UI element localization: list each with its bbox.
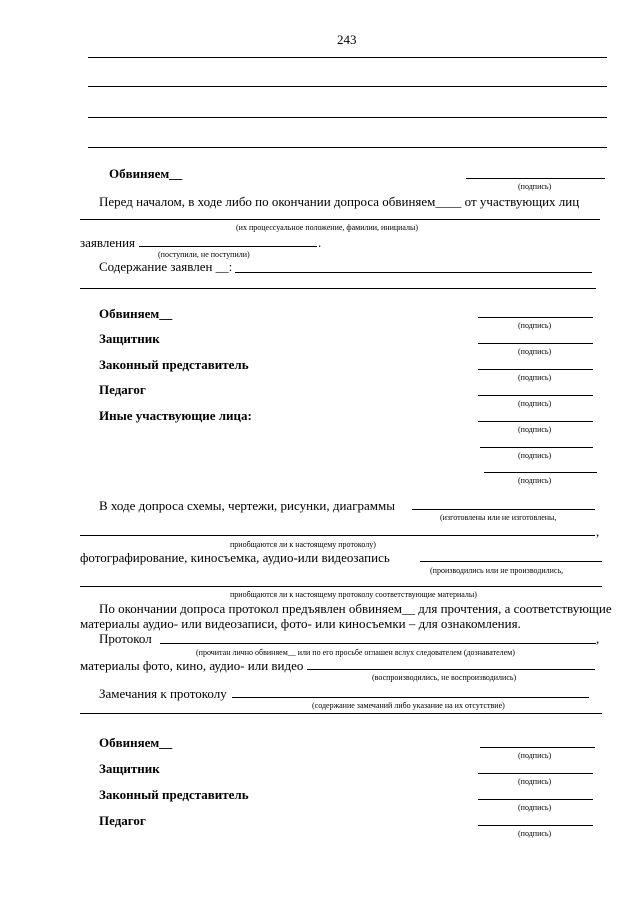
blank-line bbox=[88, 117, 607, 118]
content-line-2[interactable] bbox=[80, 288, 596, 289]
photo-text: фотографирование, киносъемка, аудио-или видеозапись bbox=[80, 550, 390, 565]
signature-caption: (подпись) bbox=[518, 751, 552, 760]
signer-accused: Обвиняем__ bbox=[99, 735, 173, 750]
signer-legal-rep: Законный представитель bbox=[99, 357, 249, 372]
remarks-label: Замечания к протоколу bbox=[99, 686, 227, 701]
signature-line[interactable] bbox=[478, 421, 593, 422]
statements-label: заявления bbox=[80, 235, 136, 250]
attached-caption: приобщаются ли к настоящему протоколу) bbox=[230, 540, 376, 549]
signature-caption: (подпись) bbox=[518, 476, 552, 485]
statements-caption: (поступили, не поступили) bbox=[158, 250, 250, 259]
protocol-line[interactable] bbox=[160, 643, 596, 644]
schemes-caption: (изготовлены или не изготовлены, bbox=[440, 513, 557, 522]
signature-caption: (подпись) bbox=[518, 803, 552, 812]
signer-teacher: Педагог bbox=[99, 813, 146, 828]
persons-caption: (их процессуальное положение, фамилии, инициалы) bbox=[236, 223, 419, 232]
schemes-line[interactable] bbox=[412, 509, 595, 510]
statements-end: . bbox=[318, 235, 322, 250]
media-caption: (воспроизводились, не воспроизводились) bbox=[372, 673, 517, 682]
signature-line[interactable] bbox=[478, 343, 593, 344]
signature-line[interactable] bbox=[478, 799, 593, 800]
signature-line[interactable] bbox=[484, 472, 597, 473]
schemes-line-2[interactable] bbox=[80, 535, 595, 536]
signer-teacher: Педагог bbox=[99, 382, 146, 397]
signature-line[interactable] bbox=[478, 317, 593, 318]
signature-caption: (подпись) bbox=[518, 182, 552, 191]
signer-defender: Защитник bbox=[99, 761, 160, 776]
signature-caption: (подпись) bbox=[518, 321, 552, 330]
signature-caption: (подпись) bbox=[518, 829, 552, 838]
signature-line[interactable] bbox=[480, 747, 595, 748]
signer-accused: Обвиняем__ bbox=[99, 306, 173, 321]
protocol-label: Протокол bbox=[99, 631, 152, 646]
comma: , bbox=[596, 524, 600, 539]
blank-line bbox=[88, 86, 607, 87]
signer-legal-rep: Законный представитель bbox=[99, 787, 249, 802]
signature-caption: (подпись) bbox=[518, 399, 552, 408]
media-label: материалы фото, кино, аудио- или видео bbox=[80, 658, 304, 673]
signature-caption: (подпись) bbox=[518, 451, 552, 460]
photo-line-2[interactable] bbox=[80, 586, 602, 587]
remarks-line-2[interactable] bbox=[80, 713, 602, 714]
signature-caption: (подпись) bbox=[518, 373, 552, 382]
signature-line[interactable] bbox=[478, 773, 593, 774]
signature-line[interactable] bbox=[480, 447, 593, 448]
signer-others: Иные участвующие лица: bbox=[99, 408, 252, 423]
protocol-caption: (прочитан лично обвиняем__ или по его просьбе оглашен вслух следователем (дознавателем) bbox=[196, 648, 515, 657]
signature-line[interactable] bbox=[478, 825, 593, 826]
remarks-line[interactable] bbox=[232, 697, 589, 698]
accused-label: Обвиняем__ bbox=[109, 166, 183, 181]
intro-text: Перед началом, в ходе либо по окончании допроса обвиняем____ от участвующих лиц bbox=[99, 194, 580, 209]
signature-line[interactable] bbox=[478, 369, 593, 370]
signature-line[interactable] bbox=[478, 395, 593, 396]
signature-caption: (подпись) bbox=[518, 777, 552, 786]
media-line[interactable] bbox=[307, 669, 595, 670]
signature-caption: (подпись) bbox=[518, 425, 552, 434]
blank-line bbox=[88, 57, 607, 58]
remarks-caption: (содержание замечаний либо указание на их отсутствие) bbox=[312, 701, 505, 710]
photo-line[interactable] bbox=[420, 561, 602, 562]
persons-line[interactable] bbox=[80, 219, 600, 220]
photo-attached-caption: приобщаются ли к настоящему протоколу соответствующие материалы) bbox=[230, 590, 477, 599]
signer-defender: Защитник bbox=[99, 331, 160, 346]
schemes-text: В ходе допроса схемы, чертежи, рисунки, диаграммы bbox=[99, 498, 395, 513]
comma: , bbox=[596, 631, 600, 646]
para-line-1: По окончании допроса протокол предъявлен обвиняем__ для прочтения, а соответствующие bbox=[99, 601, 612, 616]
blank-line bbox=[88, 147, 607, 148]
signature-caption: (подпись) bbox=[518, 347, 552, 356]
para-line-2: материалы аудио- или видеозаписи, фото- или киносъемки – для ознакомления. bbox=[80, 616, 521, 631]
signature-line[interactable] bbox=[466, 178, 605, 179]
content-line[interactable] bbox=[235, 272, 592, 273]
content-label: Содержание заявлен __: bbox=[99, 259, 233, 274]
page-number: 243 bbox=[337, 32, 357, 47]
statements-line[interactable] bbox=[139, 246, 317, 247]
photo-caption: (производились или не производились, bbox=[430, 566, 564, 575]
